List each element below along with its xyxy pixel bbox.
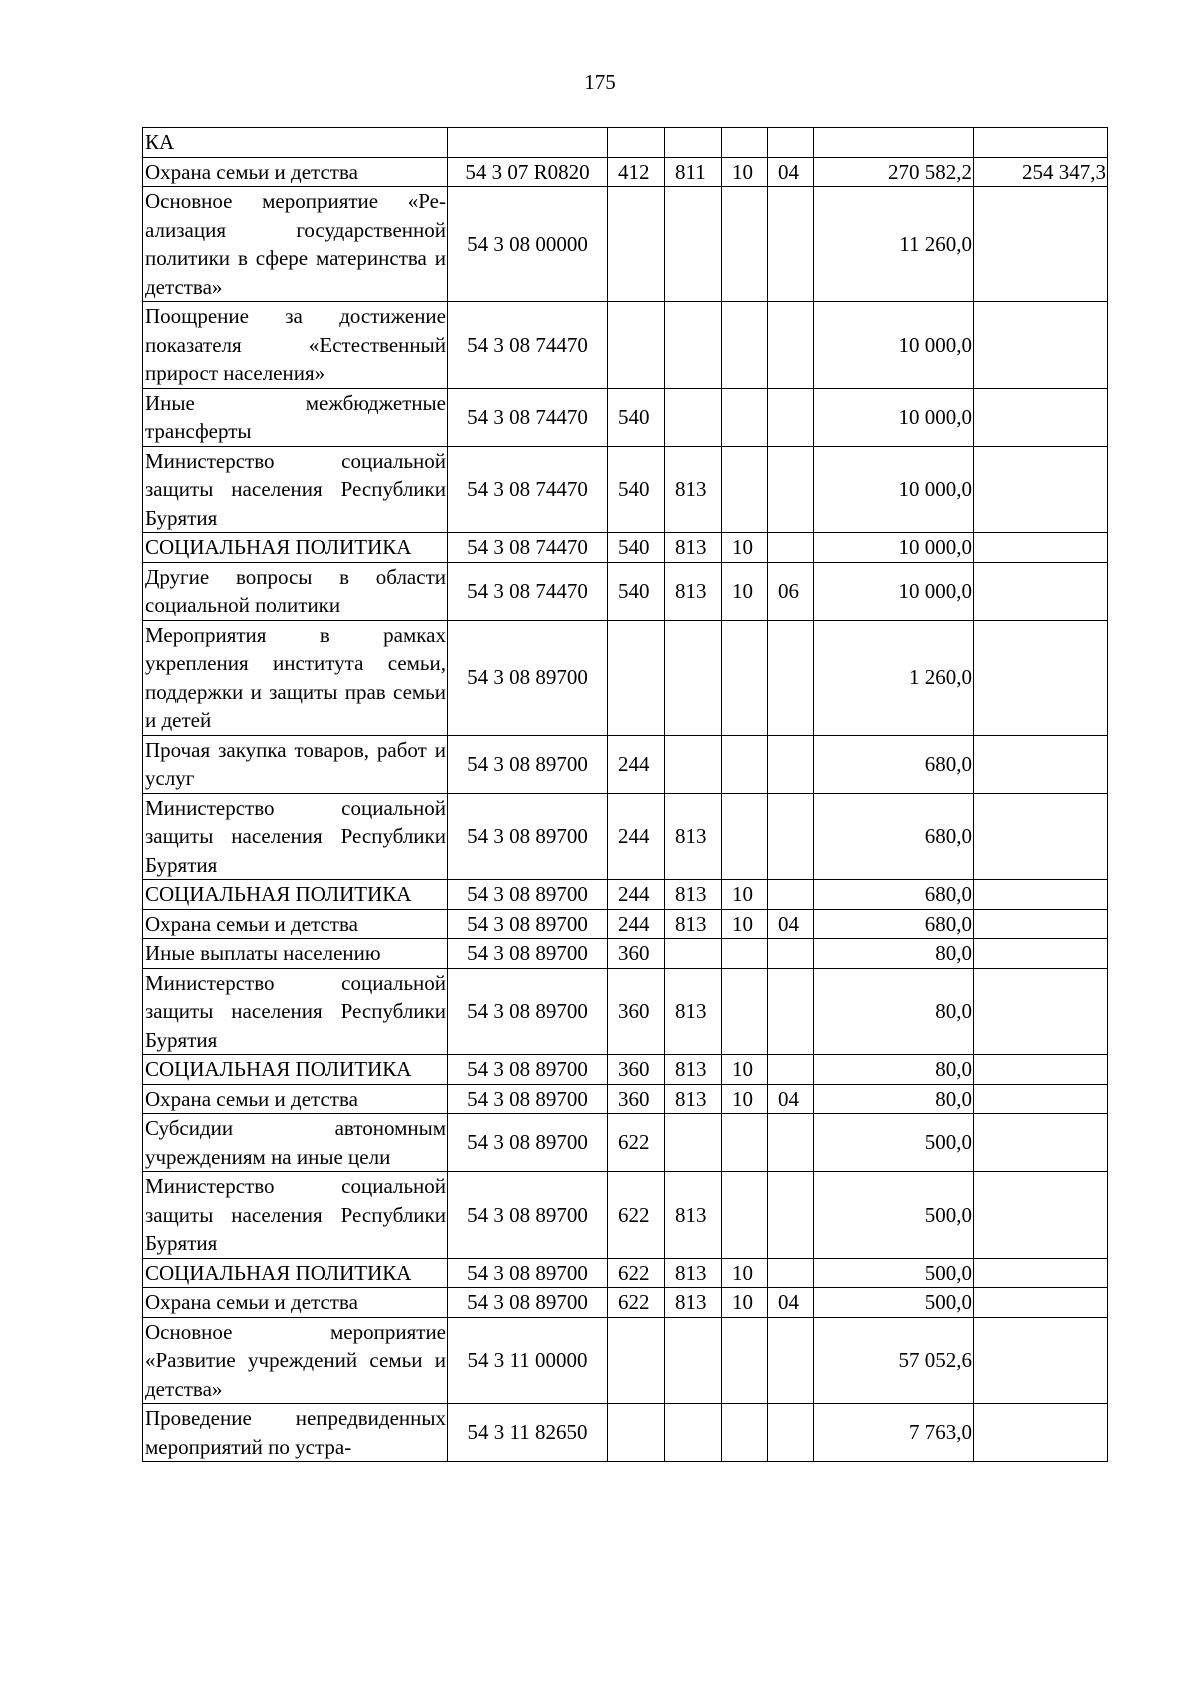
item-name-cell: Основное мероприятие «Реализация государственной политики в сфере материнства и детства» xyxy=(143,187,448,302)
table-row xyxy=(143,1288,1108,1318)
page-number: 175 xyxy=(584,70,616,94)
target-article-cell: 54 3 08 74470 xyxy=(448,446,608,533)
section-cell xyxy=(722,939,768,969)
table-row xyxy=(143,793,1108,880)
section-cell xyxy=(722,735,768,793)
item-name-cell: Министерство социальной защиты населения Республики Бурятия xyxy=(143,968,448,1055)
section-cell xyxy=(722,1404,768,1462)
subsection-cell xyxy=(768,880,814,910)
ministry-code-cell: 813 xyxy=(665,1258,722,1288)
target-article-cell: 54 3 07 R0820 xyxy=(448,157,608,187)
ministry-code-cell: 813 xyxy=(665,533,722,563)
amount-year2-cell xyxy=(974,1288,1108,1318)
section-cell: 10 xyxy=(722,1288,768,1318)
expense-type-cell: 622 xyxy=(608,1258,665,1288)
subsection-cell xyxy=(768,533,814,563)
expense-type-cell: 622 xyxy=(608,1114,665,1172)
item-name-cell: СОЦИАЛЬНАЯ ПОЛИТИКА xyxy=(143,533,448,563)
table-row xyxy=(143,187,1108,302)
amount-year2-cell xyxy=(974,533,1108,563)
amount-year2-cell xyxy=(974,128,1108,158)
amount-year2-cell xyxy=(974,1055,1108,1085)
target-article-cell: 54 3 08 89700 xyxy=(448,939,608,969)
amount-year2-cell xyxy=(974,620,1108,735)
ministry-code-cell xyxy=(665,1404,722,1462)
ministry-code-cell: 813 xyxy=(665,1172,722,1259)
subsection-cell xyxy=(768,128,814,158)
expense-type-cell: 540 xyxy=(608,533,665,563)
expense-type-cell: 244 xyxy=(608,735,665,793)
amount-year1-cell xyxy=(814,128,974,158)
expense-type-cell: 540 xyxy=(608,562,665,620)
ministry-code-cell: 813 xyxy=(665,446,722,533)
amount-year2-cell xyxy=(974,187,1108,302)
ministry-code-cell: 811 xyxy=(665,157,722,187)
ministry-code-cell: 813 xyxy=(665,1055,722,1085)
expense-type-cell xyxy=(608,187,665,302)
subsection-cell xyxy=(768,620,814,735)
amount-year2-cell xyxy=(974,939,1108,969)
ministry-code-cell xyxy=(665,620,722,735)
expense-type-cell xyxy=(608,1317,665,1404)
target-article-cell: 54 3 08 89700 xyxy=(448,1288,608,1318)
subsection-cell: 04 xyxy=(768,1288,814,1318)
target-article-cell: 54 3 08 00000 xyxy=(448,187,608,302)
amount-year1-cell: 500,0 xyxy=(814,1288,974,1318)
item-name-cell: Охрана семьи и детства xyxy=(143,1288,448,1318)
amount-year1-cell: 7 763,0 xyxy=(814,1404,974,1462)
section-cell: 10 xyxy=(722,880,768,910)
section-cell xyxy=(722,1114,768,1172)
section-cell xyxy=(722,302,768,389)
subsection-cell xyxy=(768,302,814,389)
amount-year1-cell: 10 000,0 xyxy=(814,302,974,389)
target-article-cell: 54 3 08 89700 xyxy=(448,909,608,939)
subsection-cell xyxy=(768,968,814,1055)
subsection-cell xyxy=(768,1404,814,1462)
amount-year1-cell: 80,0 xyxy=(814,1084,974,1114)
target-article-cell xyxy=(448,128,608,158)
table-row xyxy=(143,128,1108,158)
ministry-code-cell: 813 xyxy=(665,968,722,1055)
target-article-cell: 54 3 08 89700 xyxy=(448,968,608,1055)
section-cell xyxy=(722,793,768,880)
amount-year1-cell: 10 000,0 xyxy=(814,446,974,533)
amount-year2-cell xyxy=(974,1114,1108,1172)
amount-year2-cell xyxy=(974,880,1108,910)
item-name-cell: СОЦИАЛЬНАЯ ПОЛИТИКА xyxy=(143,880,448,910)
subsection-cell xyxy=(768,1258,814,1288)
target-article-cell: 54 3 11 00000 xyxy=(448,1317,608,1404)
amount-year2-cell xyxy=(974,562,1108,620)
item-name-cell: Основное мероприятие «Развитие учреждений семьи и детства» xyxy=(143,1317,448,1404)
expense-type-cell xyxy=(608,302,665,389)
expense-type-cell xyxy=(608,620,665,735)
table-row xyxy=(143,939,1108,969)
ministry-code-cell xyxy=(665,187,722,302)
amount-year1-cell: 680,0 xyxy=(814,735,974,793)
ministry-code-cell: 813 xyxy=(665,909,722,939)
target-article-cell: 54 3 11 82650 xyxy=(448,1404,608,1462)
table-row xyxy=(143,909,1108,939)
target-article-cell: 54 3 08 89700 xyxy=(448,1055,608,1085)
ministry-code-cell xyxy=(665,388,722,446)
amount-year1-cell: 10 000,0 xyxy=(814,388,974,446)
amount-year1-cell: 680,0 xyxy=(814,880,974,910)
section-cell: 10 xyxy=(722,1258,768,1288)
amount-year1-cell: 80,0 xyxy=(814,968,974,1055)
target-article-cell: 54 3 08 89700 xyxy=(448,793,608,880)
expense-type-cell xyxy=(608,1404,665,1462)
ministry-code-cell xyxy=(665,939,722,969)
item-name-cell: Охрана семьи и детства xyxy=(143,157,448,187)
table-row xyxy=(143,1172,1108,1259)
amount-year1-cell: 80,0 xyxy=(814,1055,974,1085)
item-name-cell: Другие вопросы в области социальной политики xyxy=(143,562,448,620)
subsection-cell xyxy=(768,793,814,880)
table-row xyxy=(143,1404,1108,1462)
expense-type-cell xyxy=(608,128,665,158)
table-row xyxy=(143,157,1108,187)
target-article-cell: 54 3 08 89700 xyxy=(448,1114,608,1172)
expense-type-cell: 622 xyxy=(608,1172,665,1259)
subsection-cell: 04 xyxy=(768,909,814,939)
subsection-cell xyxy=(768,446,814,533)
subsection-cell xyxy=(768,388,814,446)
budget-table xyxy=(142,127,1108,1462)
table-row xyxy=(143,1258,1108,1288)
item-name-cell: Мероприятия в рамках укрепления института семьи, поддержки и защиты прав семьи и детей xyxy=(143,620,448,735)
amount-year2-cell xyxy=(974,1084,1108,1114)
expense-type-cell: 244 xyxy=(608,909,665,939)
table-row xyxy=(143,388,1108,446)
amount-year2-cell xyxy=(974,1172,1108,1259)
section-cell xyxy=(722,968,768,1055)
item-name-cell: Прочая закупка товаров, работ и услуг xyxy=(143,735,448,793)
amount-year2-cell xyxy=(974,446,1108,533)
target-article-cell: 54 3 08 89700 xyxy=(448,735,608,793)
item-name-cell: Министерство социальной защиты населения Республики Бурятия xyxy=(143,1172,448,1259)
amount-year2-cell xyxy=(974,968,1108,1055)
target-article-cell: 54 3 08 89700 xyxy=(448,1084,608,1114)
item-name-cell: Охрана семьи и детства xyxy=(143,909,448,939)
amount-year1-cell: 500,0 xyxy=(814,1258,974,1288)
section-cell xyxy=(722,1172,768,1259)
section-cell: 10 xyxy=(722,909,768,939)
section-cell: 10 xyxy=(722,1055,768,1085)
ministry-code-cell xyxy=(665,1114,722,1172)
amount-year2-cell xyxy=(974,302,1108,389)
table-row xyxy=(143,1114,1108,1172)
item-name-cell: Министерство социальной защиты населения Республики Бурятия xyxy=(143,793,448,880)
table-row xyxy=(143,1084,1108,1114)
section-cell: 10 xyxy=(722,157,768,187)
expense-type-cell: 622 xyxy=(608,1288,665,1318)
expense-type-cell: 244 xyxy=(608,880,665,910)
table-row xyxy=(143,1317,1108,1404)
section-cell: 10 xyxy=(722,1084,768,1114)
item-name-cell: Министерство социальной защиты населения Республики Бурятия xyxy=(143,446,448,533)
amount-year2-cell xyxy=(974,1258,1108,1288)
subsection-cell xyxy=(768,1114,814,1172)
expense-type-cell: 540 xyxy=(608,446,665,533)
table-row xyxy=(143,446,1108,533)
subsection-cell xyxy=(768,1055,814,1085)
target-article-cell: 54 3 08 89700 xyxy=(448,1258,608,1288)
subsection-cell xyxy=(768,187,814,302)
amount-year1-cell: 680,0 xyxy=(814,793,974,880)
amount-year2-cell: 254 347,3 xyxy=(974,157,1108,187)
item-name-cell: Иные выплаты населению xyxy=(143,939,448,969)
ministry-code-cell: 813 xyxy=(665,562,722,620)
target-article-cell: 54 3 08 74470 xyxy=(448,302,608,389)
subsection-cell: 04 xyxy=(768,157,814,187)
amount-year1-cell: 270 582,2 xyxy=(814,157,974,187)
table-row xyxy=(143,880,1108,910)
subsection-cell: 06 xyxy=(768,562,814,620)
amount-year1-cell: 1 260,0 xyxy=(814,620,974,735)
expense-type-cell: 360 xyxy=(608,939,665,969)
section-cell: 10 xyxy=(722,533,768,563)
table-row xyxy=(143,533,1108,563)
table-row xyxy=(143,968,1108,1055)
table-row xyxy=(143,735,1108,793)
amount-year1-cell: 11 260,0 xyxy=(814,187,974,302)
item-name-cell: КА xyxy=(143,128,448,158)
subsection-cell xyxy=(768,1317,814,1404)
section-cell xyxy=(722,128,768,158)
table-row xyxy=(143,620,1108,735)
ministry-code-cell: 813 xyxy=(665,1084,722,1114)
table-body xyxy=(143,128,1108,1462)
ministry-code-cell xyxy=(665,128,722,158)
expense-type-cell: 540 xyxy=(608,388,665,446)
item-name-cell: Проведение непредвиденных мероприятий по устра- xyxy=(143,1404,448,1462)
table-row xyxy=(143,1055,1108,1085)
subsection-cell xyxy=(768,939,814,969)
amount-year1-cell: 500,0 xyxy=(814,1172,974,1259)
item-name-cell: Охрана семьи и детства xyxy=(143,1084,448,1114)
item-name-cell: СОЦИАЛЬНАЯ ПОЛИТИКА xyxy=(143,1258,448,1288)
target-article-cell: 54 3 08 89700 xyxy=(448,620,608,735)
amount-year2-cell xyxy=(974,1404,1108,1462)
ministry-code-cell: 813 xyxy=(665,793,722,880)
amount-year1-cell: 80,0 xyxy=(814,939,974,969)
amount-year2-cell xyxy=(974,1317,1108,1404)
item-name-cell: СОЦИАЛЬНАЯ ПОЛИТИКА xyxy=(143,1055,448,1085)
amount-year1-cell: 10 000,0 xyxy=(814,533,974,563)
amount-year1-cell: 500,0 xyxy=(814,1114,974,1172)
section-cell xyxy=(722,620,768,735)
target-article-cell: 54 3 08 74470 xyxy=(448,388,608,446)
subsection-cell: 04 xyxy=(768,1084,814,1114)
amount-year2-cell xyxy=(974,909,1108,939)
item-name-cell: Иные межбюджетные трансферты xyxy=(143,388,448,446)
ministry-code-cell xyxy=(665,735,722,793)
amount-year1-cell: 680,0 xyxy=(814,909,974,939)
ministry-code-cell xyxy=(665,1317,722,1404)
expense-type-cell: 244 xyxy=(608,793,665,880)
amount-year2-cell xyxy=(974,388,1108,446)
table-row xyxy=(143,562,1108,620)
expense-type-cell: 412 xyxy=(608,157,665,187)
item-name-cell: Поощрение за достижение показателя «Естественный прирост населения» xyxy=(143,302,448,389)
ministry-code-cell: 813 xyxy=(665,1288,722,1318)
amount-year2-cell xyxy=(974,735,1108,793)
section-cell xyxy=(722,187,768,302)
expense-type-cell: 360 xyxy=(608,968,665,1055)
ministry-code-cell xyxy=(665,302,722,389)
target-article-cell: 54 3 08 89700 xyxy=(448,880,608,910)
target-article-cell: 54 3 08 74470 xyxy=(448,562,608,620)
section-cell xyxy=(722,388,768,446)
target-article-cell: 54 3 08 74470 xyxy=(448,533,608,563)
ministry-code-cell: 813 xyxy=(665,880,722,910)
target-article-cell: 54 3 08 89700 xyxy=(448,1172,608,1259)
table-row xyxy=(143,302,1108,389)
expense-type-cell: 360 xyxy=(608,1084,665,1114)
amount-year1-cell: 57 052,6 xyxy=(814,1317,974,1404)
section-cell xyxy=(722,1317,768,1404)
item-name-cell: Субсидии автономным учреждениям на иные цели xyxy=(143,1114,448,1172)
amount-year2-cell xyxy=(974,793,1108,880)
section-cell: 10 xyxy=(722,562,768,620)
amount-year1-cell: 10 000,0 xyxy=(814,562,974,620)
section-cell xyxy=(722,446,768,533)
subsection-cell xyxy=(768,1172,814,1259)
expense-type-cell: 360 xyxy=(608,1055,665,1085)
subsection-cell xyxy=(768,735,814,793)
